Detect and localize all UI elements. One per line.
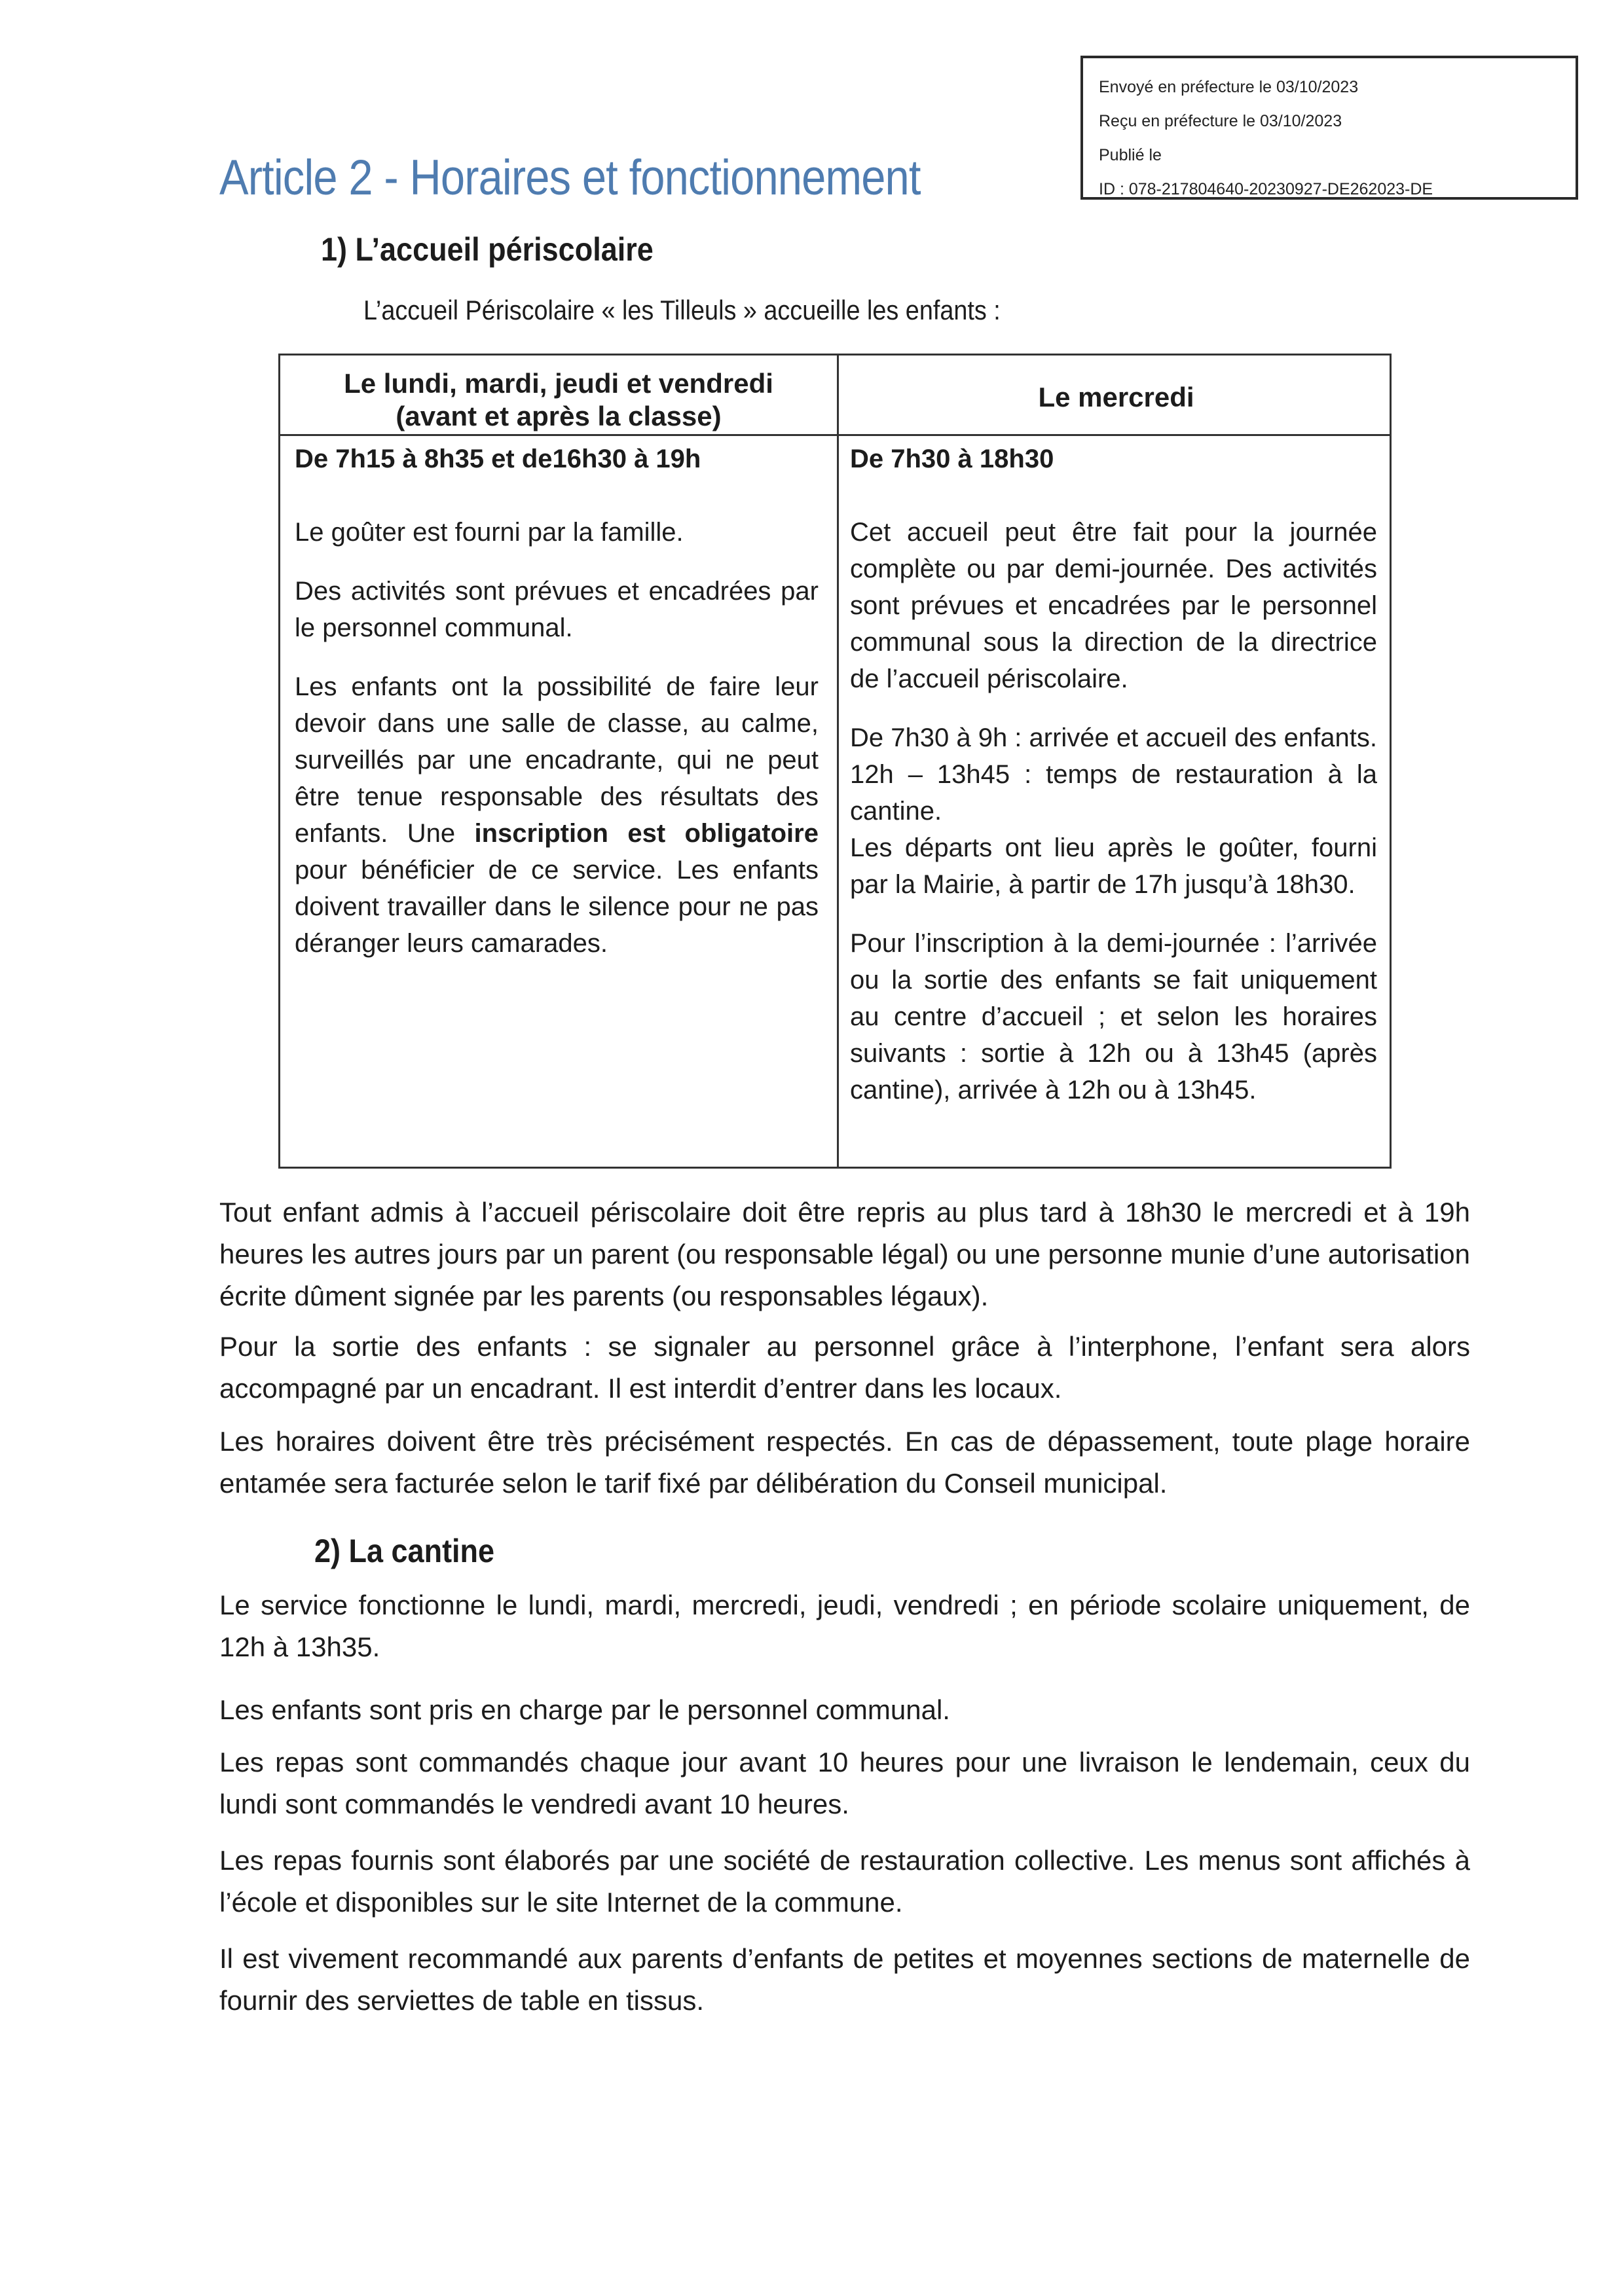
cantine-orders [219,1741,1470,1825]
header-weekdays-line2: (avant et après la classe) [396,401,722,431]
section-1-intro: L’accueil Périscolaire « les Tilleuls » accueille les enfants : [363,295,1001,325]
cantine-service-text: Le service fonctionne le lundi, mardi, mercredi, jeudi, vendredi ; en période scolaire uniquement, de 12h à 13h35. [219,1590,1470,1662]
homework-required: inscription est obligatoire [474,819,819,848]
article-title: Article 2 - Horaires et fonctionnement [219,150,921,206]
prefecture-stamp [1080,56,1578,200]
cantine-napkins-text: Il est vivement recommandé aux parents d’enfants de petites et moyennes sections de maternelle de fournir des serviettes de table en tissus. [219,1943,1470,2016]
table-header-weekdays [280,367,837,433]
pickup-rule [219,1192,1470,1317]
stamp-sent-date: Envoyé en préfecture le 03/10/2023 [1099,78,1359,96]
weekdays-snack: Le goûter est fourni par la famille. [295,518,684,547]
cantine-staff [219,1689,1470,1731]
weekdays-cell [295,441,819,984]
stamp-published: Publié le [1099,146,1162,164]
table-header-wednesday: Le mercredi [1038,382,1194,412]
exit-rule-text: Pour la sortie des enfants : se signaler au personnel grâce à l’interphone, l’enfant sera alors accompagné par un encadrant. Il est interdit d’entrer dans les locaux. [219,1331,1470,1404]
weekdays-hours: De 7h15 à 8h35 et de16h30 à 19h [295,445,701,473]
wednesday-schedule [850,720,1377,903]
wednesday-departure: Les départs ont lieu après le goûter, fourni par la Mairie, à partir de 17h jusqu’à 18h30. [850,833,1377,899]
header-weekdays-line1: Le lundi, mardi, jeudi et vendredi [344,368,773,399]
pickup-rule-text: Tout enfant admis à l’accueil périscolaire doit être repris au plus tard à 18h30 le mercredi et à 19h heures les autres jours par un parent (ou responsable légal) ou une personne munie d’une autorisation écrite dûment signée par les parents (ou responsables légaux). [219,1197,1470,1311]
schedule-rule-text: Les horaires doivent être très précisément respectés. En cas de dépassement, toute plage horaire entamée sera facturée selon le tarif fixé par délibération du Conseil municipal. [219,1426,1470,1499]
table-header-divider [280,434,1390,436]
weekdays-homework [295,668,819,962]
cantine-napkins [219,1938,1470,2022]
table-column-divider [837,355,839,1167]
wednesday-lunch: 12h – 13h45 : temps de restauration à la cantine. [850,760,1377,826]
cantine-meals-text: Les repas fournis sont élaborés par une société de restauration collective. Les menus sont affichés à l’école et disponibles sur le site Internet de la commune. [219,1845,1470,1918]
homework-text-b: pour bénéficier de ce service. Les enfants doivent travailler dans le silence pour ne pas déranger leurs camarades. [295,856,819,958]
schedule-table [278,354,1392,1169]
cantine-service [219,1584,1470,1668]
homework-text-a: Les enfants ont la possibilité de faire leur devoir dans une salle de classe, au calme, surveillés par une encadrante, qui ne peut être tenue responsable des résultats des enfants. Une [295,672,819,848]
wednesday-hours: De 7h30 à 18h30 [850,445,1054,473]
weekdays-activities: Des activités sont prévues et encadrées par le personnel communal. [295,577,819,642]
cantine-meals [219,1840,1470,1923]
wednesday-description: Cet accueil peut être fait pour la journée complète ou par demi-journée. Des activités sont prévues et encadrées par le personnel communal sous la direction de la directrice de l’accueil périscolaire. [850,518,1377,693]
cantine-staff-text: Les enfants sont pris en charge par le personnel communal. [219,1694,950,1725]
wednesday-half-day: Pour l’inscription à la demi-journée : l’arrivée ou la sortie des enfants se fait uniquement au centre d’accueil ; et selon les horaires suivants : sortie à 12h ou à 13h45 (après cantine), arrivée à 12h ou à 13h45. [850,929,1377,1104]
exit-rule [219,1326,1470,1410]
wednesday-cell [850,441,1377,1131]
wednesday-arrival: De 7h30 à 9h : arrivée et accueil des enfants. [850,723,1377,752]
section-2-title: 2) La cantine [314,1533,495,1569]
stamp-received-date: Reçu en préfecture le 03/10/2023 [1099,112,1342,130]
cantine-orders-text: Les repas sont commandés chaque jour avant 10 heures pour une livraison le lendemain, ceux du lundi sont commandés le vendredi avant 10 heures. [219,1747,1470,1819]
schedule-rule [219,1421,1470,1504]
section-1-title: 1) L’accueil périscolaire [321,231,654,268]
stamp-id: ID : 078-217804640-20230927-DE262023-DE [1099,180,1433,198]
